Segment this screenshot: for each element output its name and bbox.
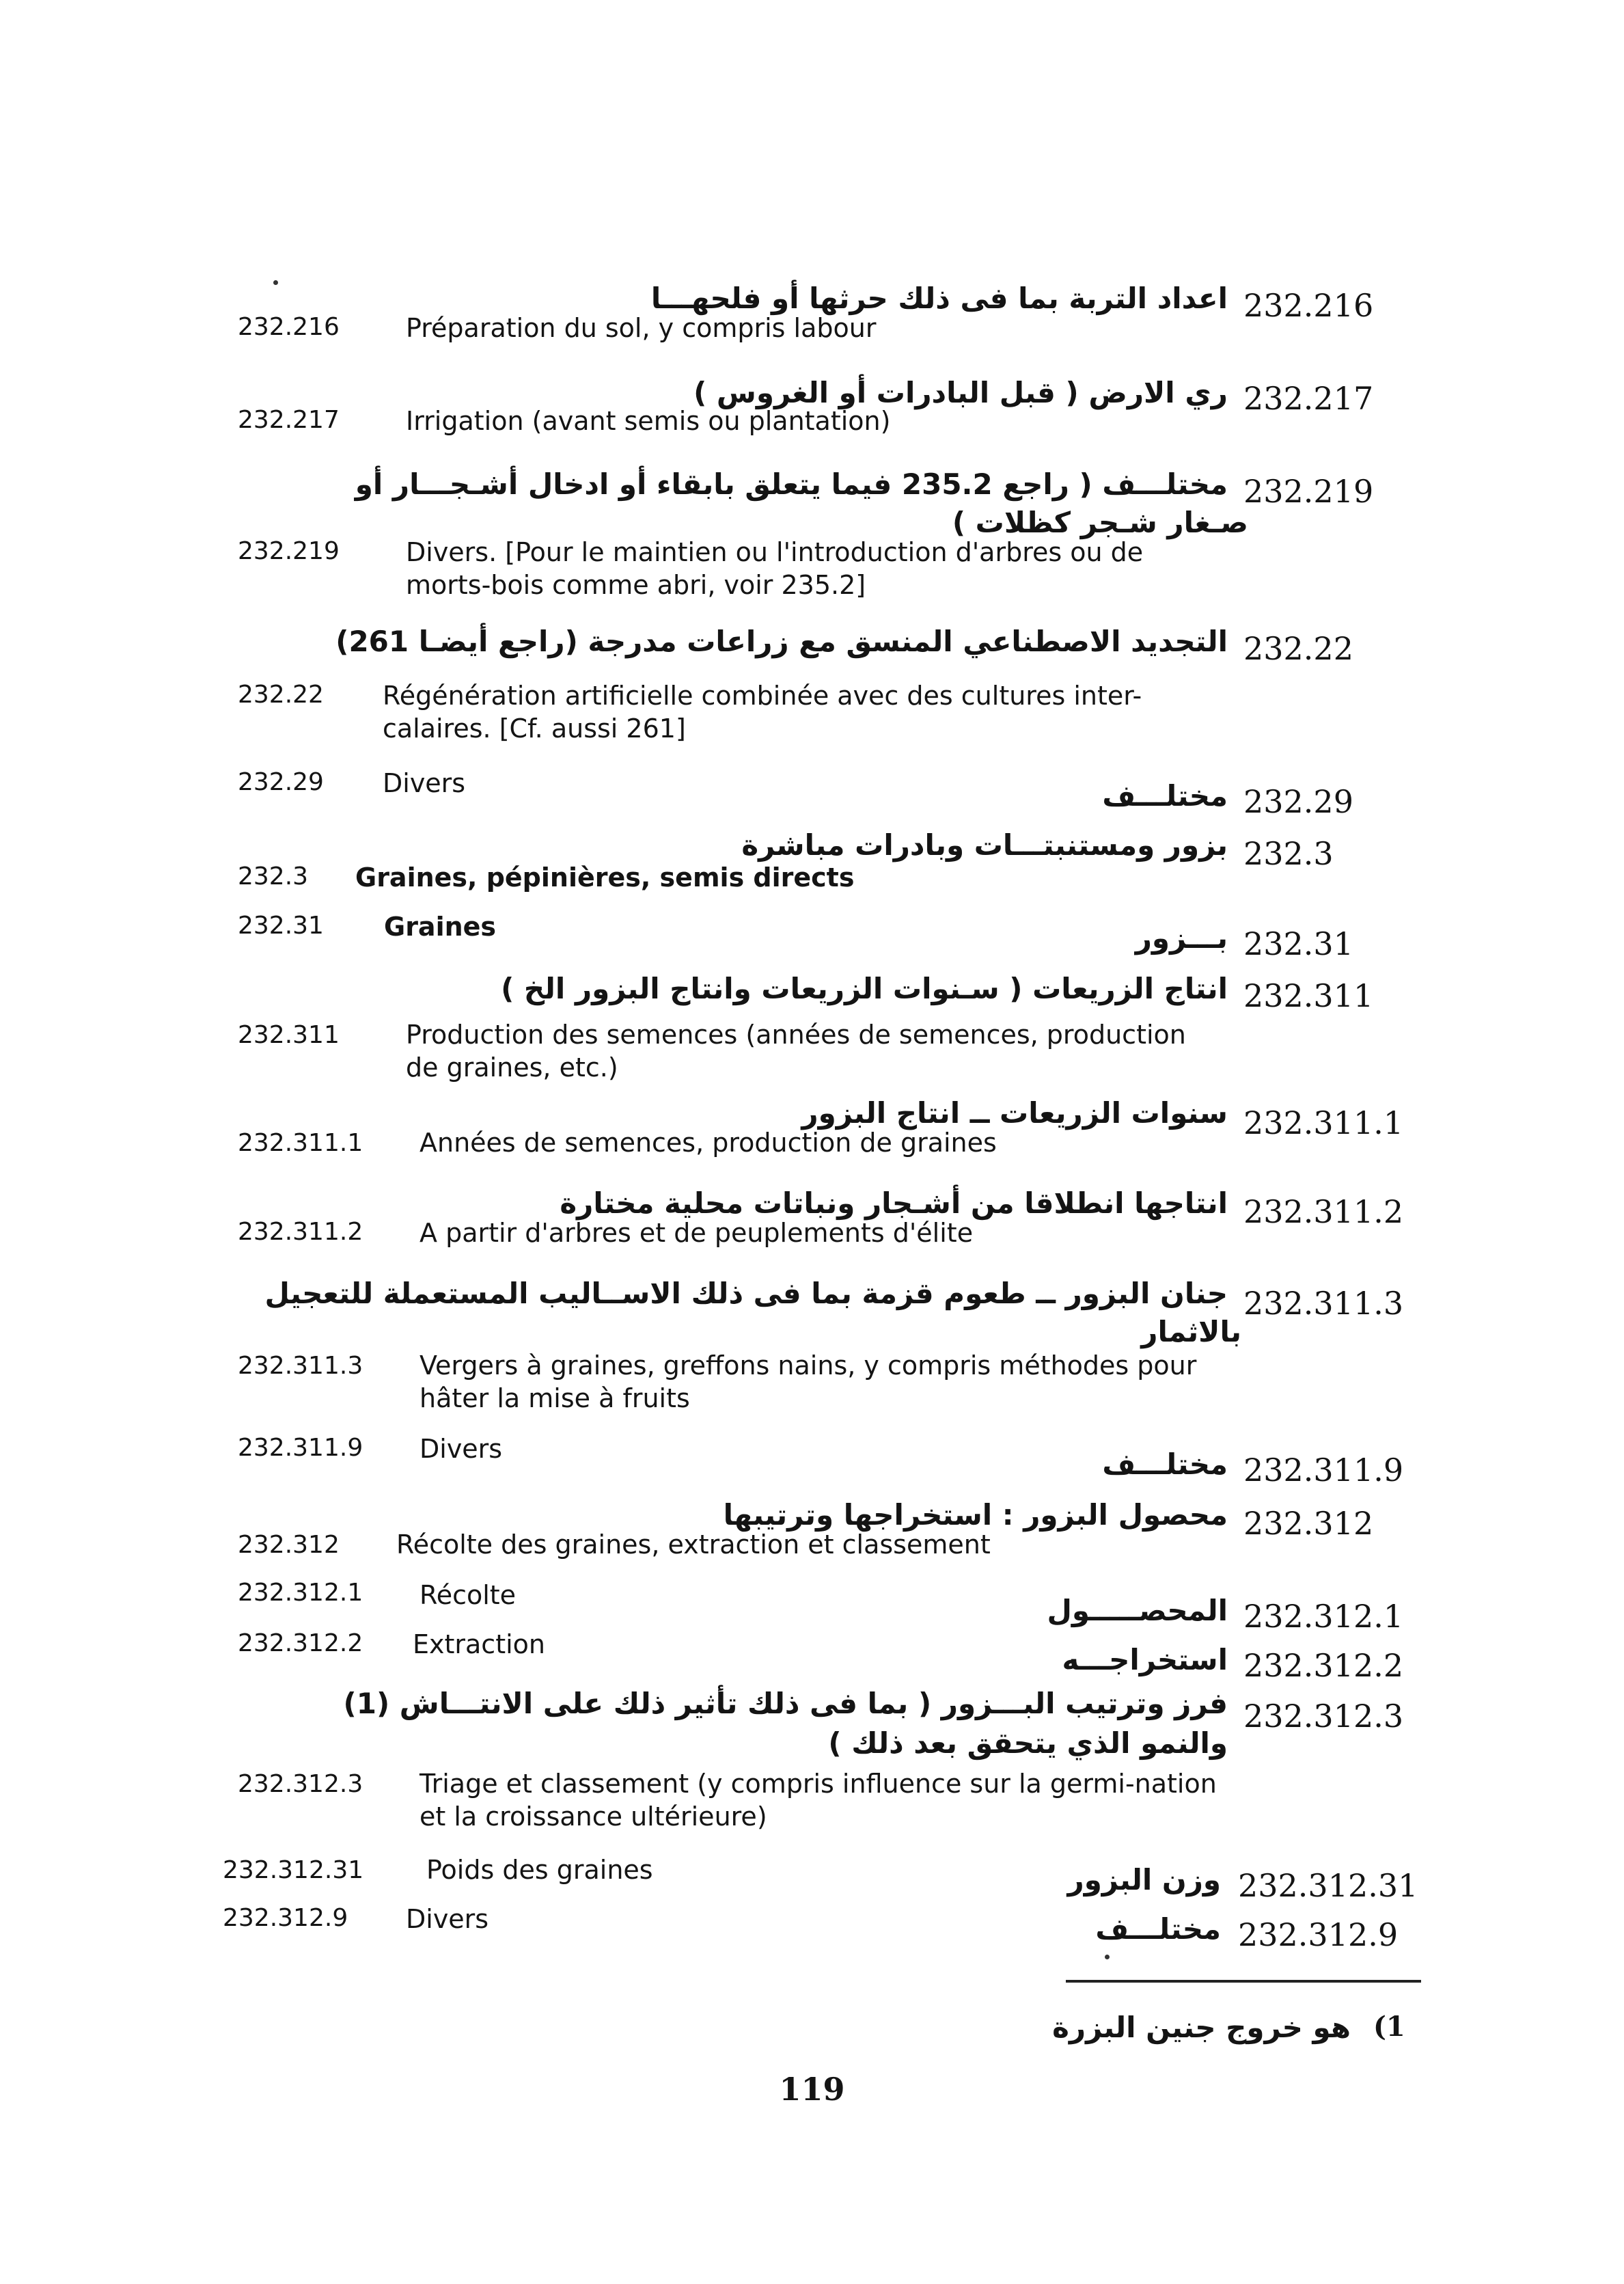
arabic-text: مختلـــف <box>1102 779 1228 813</box>
arabic-code: 232.22 <box>1243 630 1353 667</box>
arabic-code: 232.311.2 <box>1243 1193 1404 1230</box>
arabic-code: 232.29 <box>1243 783 1353 820</box>
arabic-text: استخراجـــه <box>1062 1643 1228 1676</box>
arabic-code: 232.3 <box>1243 835 1334 872</box>
french-code: 232.312.31 <box>223 1856 364 1884</box>
french-text: Récolte <box>419 1580 517 1610</box>
arabic-text: بزور ومستنبتـــات وبادرات مباشرة <box>741 828 1228 862</box>
arabic-code: 232.312.3 <box>1243 1698 1404 1735</box>
arabic-text: مختلـــف <box>1095 1912 1221 1946</box>
french-text: Divers. [Pour le maintien ou l'introduction d'arbres ou de morts-bois comme abri, voir 235.2] <box>406 537 1144 600</box>
french-text: Récolte des graines, extraction et classement <box>396 1530 991 1560</box>
french-code: 232.311.1 <box>238 1129 363 1157</box>
french-text: Graines, pépinières, semis directs <box>355 862 855 893</box>
footnote-marker: (1 <box>1373 2011 1405 2043</box>
french-text: Préparation du sol, y compris labour <box>406 313 877 343</box>
arabic-code: 232.31 <box>1243 925 1353 962</box>
french-text: Production des semences (années de semences, production de graines, etc.) <box>406 1020 1186 1083</box>
arabic-text-cont: والنمو الذي يتحقق بعد ذلك ) <box>828 1726 1228 1760</box>
arabic-code: 232.312.31 <box>1238 1867 1418 1904</box>
arabic-text: وزن البزور <box>1067 1863 1221 1896</box>
arabic-text: انتاج الزريعات ( سـنوات الزريعات وانتاج البزور الخ ) <box>501 972 1228 1005</box>
footnote-text: هو خروج جنين البزرة <box>1052 2011 1351 2044</box>
arabic-text: اعداد التربة بما فى ذلك حرثها أو فلحهـــا <box>650 282 1228 315</box>
french-text: Divers <box>406 1904 489 1934</box>
french-text: Irrigation (avant semis ou plantation) <box>406 406 891 436</box>
french-code: 232.22 <box>238 681 324 709</box>
arabic-text: مختلـــف ( راجع 235.2 فيما يتعلق بابقاء أو ادخال أشـجـــار أو <box>355 467 1228 501</box>
french-text: Divers <box>383 768 466 798</box>
arabic-text: سنوات الزريعات ــ انتاج البزور <box>801 1096 1228 1130</box>
french-text: Triage et classement (y compris influence sur la germi-nation et la croissance ultérieure) <box>419 1769 1217 1832</box>
footnote-divider <box>1066 1980 1421 1983</box>
arabic-code: 232.217 <box>1243 380 1374 417</box>
arabic-code: 232.312.2 <box>1243 1647 1404 1684</box>
arabic-code: 232.311.1 <box>1243 1104 1404 1141</box>
french-code: 232.312 <box>238 1531 340 1559</box>
french-code: 232.312.1 <box>238 1579 363 1607</box>
arabic-text: بـــزور <box>1135 921 1228 955</box>
french-code: 232.311.3 <box>238 1352 363 1380</box>
arabic-code: 232.219 <box>1243 473 1374 510</box>
french-text: Années de semences, production de graines <box>419 1128 997 1158</box>
arabic-text: جنان البزور ــ طعوم قزمة بما فى ذلك الاســاليب المستعملة للتعجيل <box>264 1277 1228 1310</box>
arabic-text: ري الارض ( قبل البادرات أو الغروس ) <box>693 376 1228 409</box>
french-code: 232.29 <box>238 768 324 796</box>
scan-speck <box>273 280 278 285</box>
arabic-text: فرز وترتيب البـــزور ( بما فى ذلك تأثير ذلك على الانتـــاش (1) <box>343 1687 1228 1720</box>
french-code: 232.219 <box>238 537 340 565</box>
arabic-code: 232.311.3 <box>1243 1285 1404 1322</box>
arabic-text-cont: بالاثمار <box>1141 1315 1241 1348</box>
arabic-text: انتاجها انطلاقا من أشـجار ونباتات محلية مختارة <box>560 1186 1228 1220</box>
french-code: 232.312.9 <box>223 1904 348 1932</box>
arabic-code: 232.312.9 <box>1238 1916 1399 1953</box>
french-code: 232.311 <box>238 1021 340 1049</box>
arabic-text: مختلـــف <box>1102 1447 1228 1481</box>
french-text: Régénération artificielle combinée avec des cultures inter-calaires. [Cf. aussi 261] <box>383 681 1142 744</box>
arabic-text: محصول البزور : استخراجها وترتيبها <box>723 1498 1228 1532</box>
french-code: 232.311.2 <box>238 1218 363 1246</box>
arabic-code: 232.216 <box>1243 287 1374 324</box>
french-text: A partir d'arbres et de peuplements d'élite <box>419 1218 974 1248</box>
arabic-text: التجديد الاصطناعي المنسق مع زراعات مدرجة (راجع أيضـا 261) <box>335 625 1228 658</box>
arabic-code: 232.311 <box>1243 977 1374 1014</box>
french-code: 232.312.2 <box>238 1629 363 1657</box>
french-text: Poids des graines <box>426 1855 653 1885</box>
arabic-text-cont: صـغار شـجر كظلات ) <box>952 506 1248 539</box>
french-code: 232.311.9 <box>238 1434 363 1462</box>
arabic-code: 232.312.1 <box>1243 1598 1404 1635</box>
french-text: Vergers à graines, greffons nains, y compris méthodes pour hâter la mise à fruits <box>419 1350 1197 1413</box>
french-text: Graines <box>384 912 497 942</box>
french-code: 232.217 <box>238 406 340 434</box>
french-code: 232.216 <box>238 313 340 341</box>
french-code: 232.3 <box>238 862 309 891</box>
french-code: 232.31 <box>238 912 324 940</box>
arabic-code: 232.312 <box>1243 1505 1374 1542</box>
scan-speck <box>1105 1955 1110 1959</box>
french-text: Extraction <box>413 1629 545 1659</box>
french-code: 232.312.3 <box>238 1770 363 1798</box>
page-number: 119 <box>779 2071 845 2108</box>
french-text: Divers <box>419 1434 503 1464</box>
arabic-text: المحصـــــول <box>1047 1594 1228 1627</box>
arabic-code: 232.311.9 <box>1243 1452 1404 1488</box>
